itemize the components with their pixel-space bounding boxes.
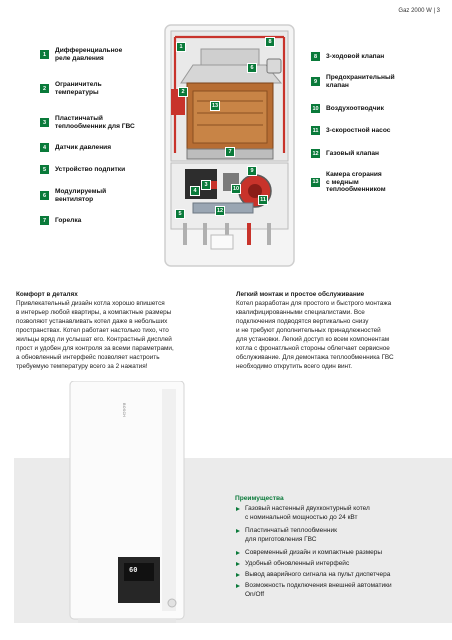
callout-10 xyxy=(311,104,441,113)
diagram-marker-3: 3 xyxy=(201,180,211,190)
benefit-item: Газовый настенный двухконтурный котел с номинальной мощностью до 24 кВт xyxy=(235,505,440,522)
installation-section xyxy=(236,291,441,372)
installation-title: Легкий монтаж и простое обслуживание xyxy=(236,291,365,298)
callout-4 xyxy=(40,143,160,152)
callout-label: Камера сгорания с медным теплообменником xyxy=(326,171,386,194)
diagram-marker-9: 9 xyxy=(247,166,257,176)
benefit-item: Пластинчатый теплообменник для приготовления ГВС xyxy=(235,527,440,544)
callout-3 xyxy=(40,115,160,130)
callout-12 xyxy=(311,149,441,158)
diagram-marker-13: 13 xyxy=(211,103,219,109)
callout-number: 5 xyxy=(40,165,49,174)
callout-number: 2 xyxy=(40,84,49,93)
benefit-item: Современный дизайн и компактные размеры xyxy=(235,549,440,558)
boiler-front-illustration xyxy=(66,381,188,623)
comfort-paragraph: Привлекательный дизайн котла хорошо впишется в интерьер любой квартиры, а компактные размеры позволяют устанавливать котел даже в небольших пространствах. Котел работает настолько тихо, что жильцы вряд ли услышат его. Контрастный дисплей прост и удобен для контроля за всеми параметрами, а обновленный интерфейс позволяет настроить требуемую температуру всего за 2 нажатия! xyxy=(16,300,174,370)
callout-number: 1 xyxy=(40,50,49,59)
page-header: Gaz 2000 W | 3 xyxy=(398,8,440,14)
callout-label: Пластинчатый теплообменник для ГВС xyxy=(55,115,135,130)
callout-label: Устройство подпитки xyxy=(55,165,126,173)
display-readout: 60 xyxy=(129,566,138,574)
diagram-marker-11: 11 xyxy=(258,195,268,205)
benefits-section xyxy=(235,495,440,598)
diagram-marker-7: 7 xyxy=(225,147,235,157)
callout-number: 13 xyxy=(312,179,319,186)
diagram-marker-10: 10 xyxy=(232,186,240,192)
comfort-section xyxy=(16,291,221,372)
callout-label: Воздухоотводчик xyxy=(326,104,384,112)
callout-number: 10 xyxy=(312,105,319,112)
callout-number: 3 xyxy=(40,118,49,127)
benefits-title: Преимущества xyxy=(235,495,284,502)
callout-number: 12 xyxy=(312,150,319,157)
callout-13 xyxy=(311,171,441,194)
callout-label: Горелка xyxy=(55,216,82,224)
boiler-product-photo xyxy=(66,381,188,623)
callout-11 xyxy=(311,126,441,135)
callout-label: 3-ходовой клапан xyxy=(326,52,385,60)
callout-6 xyxy=(40,188,160,203)
callout-5 xyxy=(40,165,160,174)
callout-label: Газовый клапан xyxy=(326,149,379,157)
bosch-logo: BOSCH xyxy=(122,403,126,418)
callout-number: 7 xyxy=(40,216,49,225)
diagram-marker-12: 12 xyxy=(216,208,224,214)
callout-number: 4 xyxy=(40,143,49,152)
callout-label: Модулируемый вентилятор xyxy=(55,188,107,203)
callout-2 xyxy=(40,81,160,96)
callout-1 xyxy=(40,47,160,62)
callout-number: 9 xyxy=(311,77,320,86)
callout-7 xyxy=(40,216,160,225)
callout-number: 6 xyxy=(40,191,49,200)
benefit-item: Вывод аварийного сигнала на пульт диспетчера xyxy=(235,571,440,580)
boiler-illustration xyxy=(163,23,296,268)
callout-9 xyxy=(311,74,441,89)
installation-paragraph: Котел разработан для простого и быстрого монтажа квалифицированными специалистами. Все подключения подводятся вертикально снизу и не требуют дополнительных принадлежностей для установки. Легкий доступ ко всем компонентам котла с фронатльной стороны облегчает сервисное обслуживание. Для демонтажа теплообменника ГВС необходимо открутить всего один винт. xyxy=(236,300,394,370)
callout-number: 8 xyxy=(311,52,320,61)
callout-8 xyxy=(311,52,441,61)
callout-number: 11 xyxy=(312,127,319,134)
callout-label: Дифференциальное реле давления xyxy=(55,47,123,62)
diagram-marker-5: 5 xyxy=(175,209,185,219)
diagram-marker-8: 8 xyxy=(265,37,275,47)
diagram-marker-4: 4 xyxy=(190,186,200,196)
diagram-marker-1: 1 xyxy=(176,42,186,52)
callout-label: 3-скоростной насос xyxy=(326,126,391,134)
callout-label: Предохранительный клапан xyxy=(326,74,395,89)
callout-label: Ограничитель температуры xyxy=(55,81,102,96)
diagram-marker-2: 2 xyxy=(178,87,188,97)
diagram-marker-6: 6 xyxy=(247,63,257,73)
benefit-item: Возможность подключения внешней автоматики On/Off xyxy=(235,582,440,599)
comfort-title: Комфорт в деталях xyxy=(16,291,78,298)
callout-label: Датчик давления xyxy=(55,143,112,151)
benefit-item: Удобный обновленный интерфейс xyxy=(235,560,440,569)
boiler-cutaway-diagram xyxy=(163,23,296,268)
